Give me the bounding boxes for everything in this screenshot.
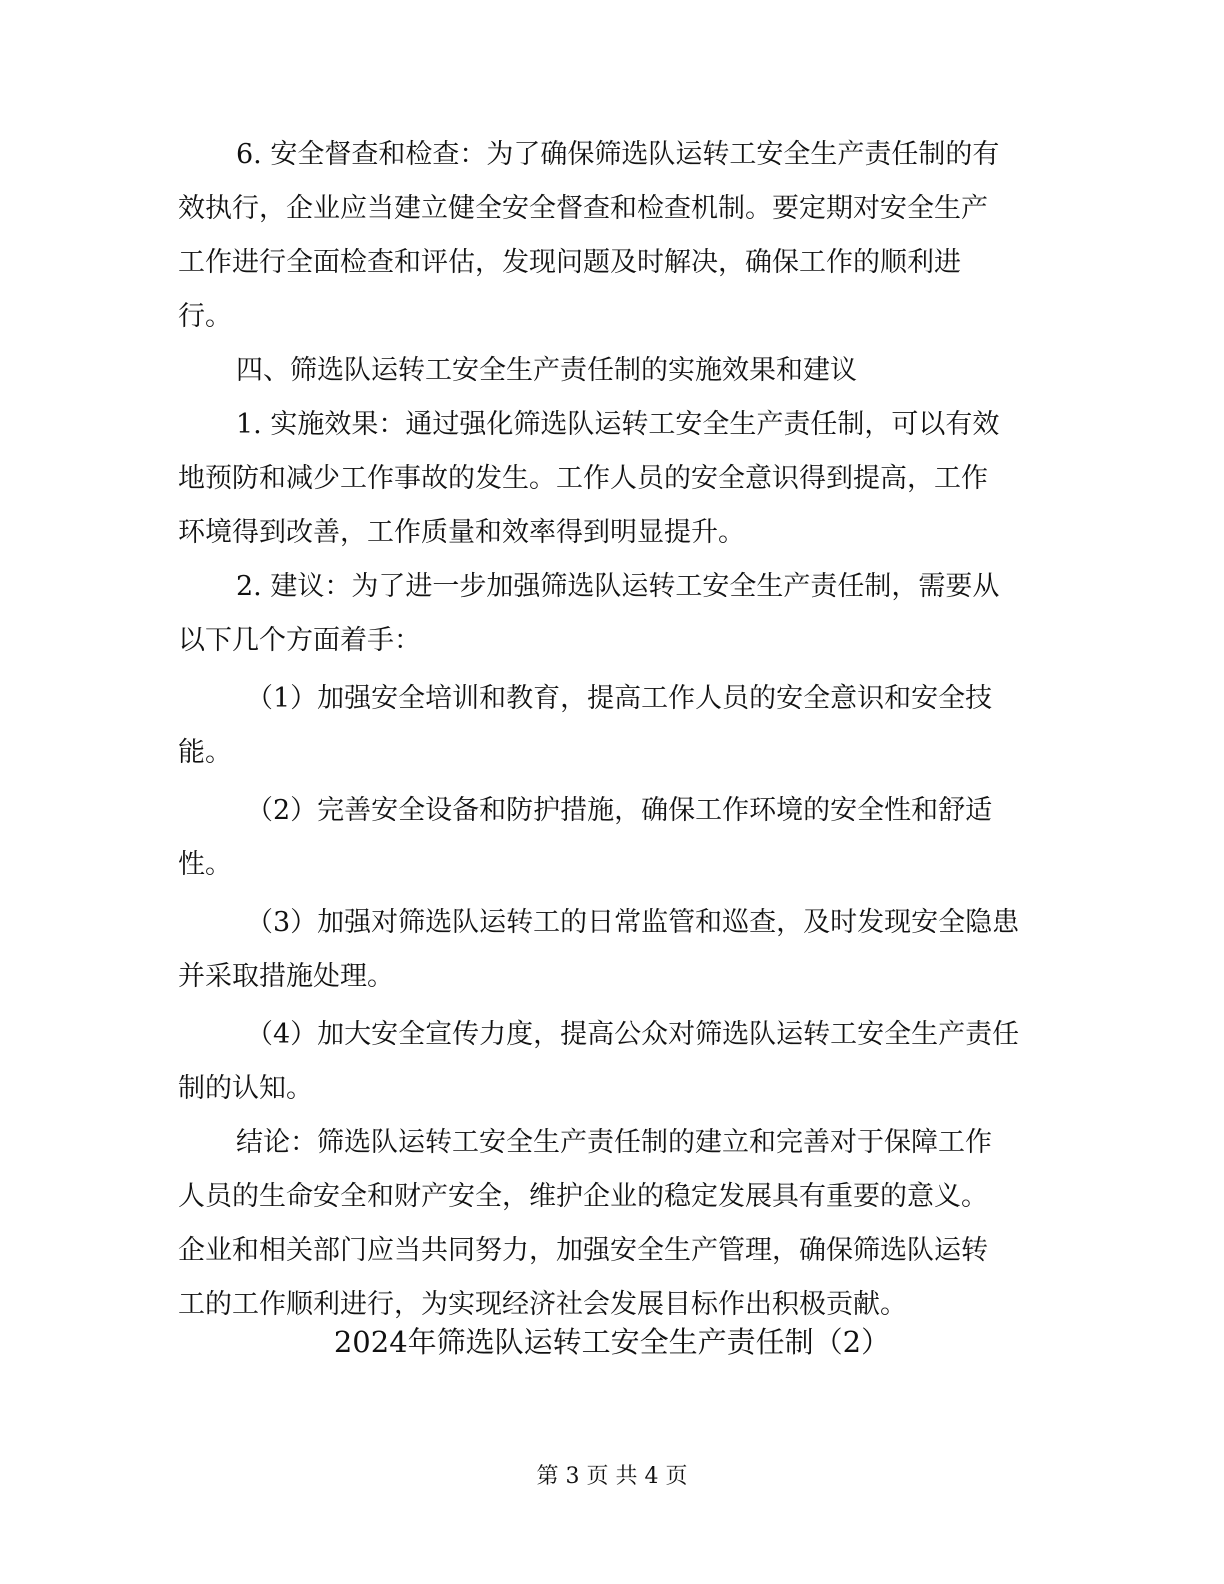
- page-number-footer: 第 3 页 共 4 页: [536, 1464, 688, 1489]
- list-item-line: 性。: [178, 849, 232, 880]
- conclusion-line: 企业和相关部门应当共同努力，加强安全生产管理，确保筛选队运转: [178, 1235, 988, 1266]
- conclusion-line: 工的工作顺利进行，为实现经济社会发展目标作出积极贡献。: [178, 1289, 907, 1320]
- paragraph-line: 以下几个方面着手：: [178, 625, 421, 656]
- paragraph-line: 环境得到改善，工作质量和效率得到明显提升。: [178, 517, 745, 548]
- paragraph-line: 效执行，企业应当建立健全安全督查和检查机制。要定期对安全生产: [178, 193, 988, 224]
- section-title: 2024年筛选队运转工安全生产责任制（2）: [333, 1325, 891, 1359]
- list-item-line: （2）完善安全设备和防护措施，确保工作环境的安全性和舒适: [246, 795, 993, 826]
- list-item-line: 制的认知。: [178, 1073, 313, 1104]
- paragraph-line: 2. 建议：为了进一步加强筛选队运转工安全生产责任制，需要从: [236, 571, 1000, 602]
- document-body: [178, 128, 1030, 1332]
- list-item-line: 并采取措施处理。: [178, 961, 394, 992]
- conclusion-line: 人员的生命安全和财产安全，维护企业的稳定发展具有重要的意义。: [178, 1181, 988, 1212]
- paragraph-line: 工作进行全面检查和评估，发现问题及时解决，确保工作的顺利进: [178, 247, 961, 278]
- list-item-line: （3）加强对筛选队运转工的日常监管和巡查，及时发现安全隐患: [246, 907, 1020, 938]
- paragraph-line: 1. 实施效果：通过强化筛选队运转工安全生产责任制，可以有效: [236, 409, 1000, 440]
- list-item-line: 能。: [178, 737, 232, 768]
- paragraph-line: 地预防和减少工作事故的发生。工作人员的安全意识得到提高，工作: [178, 463, 988, 494]
- conclusion-line: 结论：筛选队运转工安全生产责任制的建立和完善对于保障工作: [236, 1127, 992, 1158]
- list-item-line: （4）加大安全宣传力度，提高公众对筛选队运转工安全生产责任: [246, 1019, 1020, 1050]
- section-heading: 四、筛选队运转工安全生产责任制的实施效果和建议: [236, 355, 857, 386]
- list-item-line: （1）加强安全培训和教育，提高工作人员的安全意识和安全技: [246, 683, 993, 714]
- paragraph-line: 6. 安全督查和检查：为了确保筛选队运转工安全生产责任制的有: [236, 139, 1000, 170]
- paragraph-line: 行。: [178, 301, 232, 332]
